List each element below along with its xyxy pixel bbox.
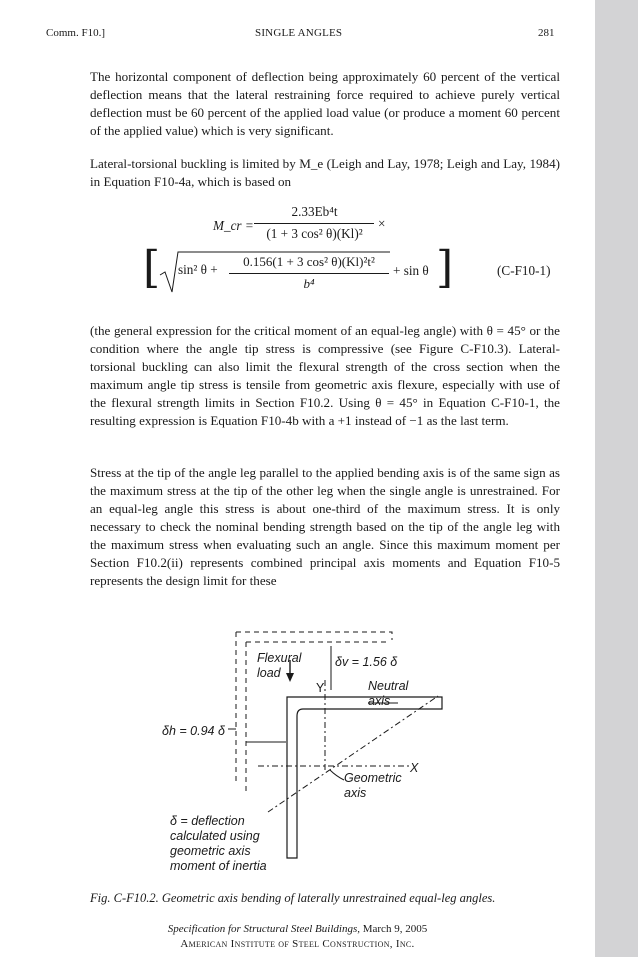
- footer-spec-title: Specification for Structural Steel Buildings,: [167, 923, 360, 935]
- header-title: SINGLE ANGLES: [255, 27, 343, 39]
- left-bracket: [: [143, 242, 161, 293]
- equation-numerator-1: 2.33Eb⁴t: [291, 204, 338, 219]
- footer-line-2: [0, 938, 595, 950]
- label-x-axis: X: [410, 761, 419, 775]
- label-geometric: Geometric: [344, 771, 402, 785]
- label-flexural: Flexural: [257, 651, 302, 665]
- equation-lhs: M_cr =: [213, 218, 254, 233]
- equation-denominator-2: b⁴: [303, 276, 315, 291]
- paragraph-1: The horizontal component of deflection being approximately 60 percent of the vertical deflection means that the lateral restraining force required to achieve purely vertical deflection must be 60 percent of the applied load value (or produce a moment 60 percent of the applied value) which is very significant.: [90, 69, 560, 138]
- times-sign: ×: [378, 216, 386, 231]
- equation-numerator-2: 0.156(1 + 3 cos² θ)(Kl)²t²: [243, 254, 375, 269]
- equation-denominator-1: (1 + 3 cos² θ)(Kl)²: [266, 226, 363, 241]
- footer-line-1: [0, 923, 595, 935]
- label-y-axis: Y: [316, 681, 325, 695]
- note-line-3: geometric axis: [170, 844, 251, 858]
- label-neutral-axis: axis: [368, 694, 391, 708]
- figure-caption: Fig. C-F10.2. Geometric axis bending of laterally unrestrained equal-leg angles.: [90, 891, 496, 905]
- footer-publisher: American Institute of Steel Construction, Inc.: [180, 938, 415, 950]
- label-delta-h: δh = 0.94 δ: [162, 724, 225, 738]
- paragraph-3: (the general expression for the critical moment of an equal-leg angle) with θ = 45° or the condition where the angle tip stress is compressive (see Figure C-F10.3). Lateral-torsional buckling can also limit the flexural strength of the cross section when the maximum angle tip stress is tensile from geometric axis flexure, especially with use of the flexural strength limits in Section F10.2. Using θ = 45° in Equation C-F10-1, the resulting expression is Equation F10-4b with a +1 instead of −1 as the last term.: [90, 323, 560, 428]
- note-line-2: calculated using: [170, 829, 260, 843]
- load-arrowhead: [286, 673, 294, 682]
- paragraph-2: Lateral-torsional buckling is limited by M_e (Leigh and Lay, 1978; Leigh and Lay, 1984) in Equation F10-4a, which is based on: [90, 156, 560, 189]
- note-line-4: moment of inertia: [170, 859, 267, 873]
- note-line-1: δ = deflection: [170, 814, 245, 828]
- right-bracket: ]: [436, 242, 454, 293]
- label-load: load: [257, 666, 281, 680]
- label-delta-v: δv = 1.56 δ: [335, 655, 398, 669]
- plus-sin-term: + sin θ: [393, 263, 429, 278]
- paragraph-4: Stress at the tip of the angle leg parallel to the applied bending axis is of the same sign as the maximum stress at the tip of the other leg when the single angle is unrestrained. For an equal-leg angle this stress is about one-third of the maximum stress. It is only necessary to check the nominal bending strength based on the tip of the angle leg with the maximum stress when evaluating such an angle. Since this maximum moment per Section F10.2(ii) represents combined principal axis moments and Equation F10-5 represents the design limit for these: [90, 465, 560, 588]
- label-geometric-axis: axis: [344, 786, 367, 800]
- equation-number: (C-F10-1): [497, 263, 551, 278]
- page-number: 281: [538, 27, 555, 39]
- sin-squared-term: sin² θ +: [178, 262, 218, 277]
- header-section: Comm. F10.]: [46, 27, 105, 39]
- footer-date: March 9, 2005: [359, 923, 428, 935]
- label-neutral: Neutral: [368, 679, 409, 693]
